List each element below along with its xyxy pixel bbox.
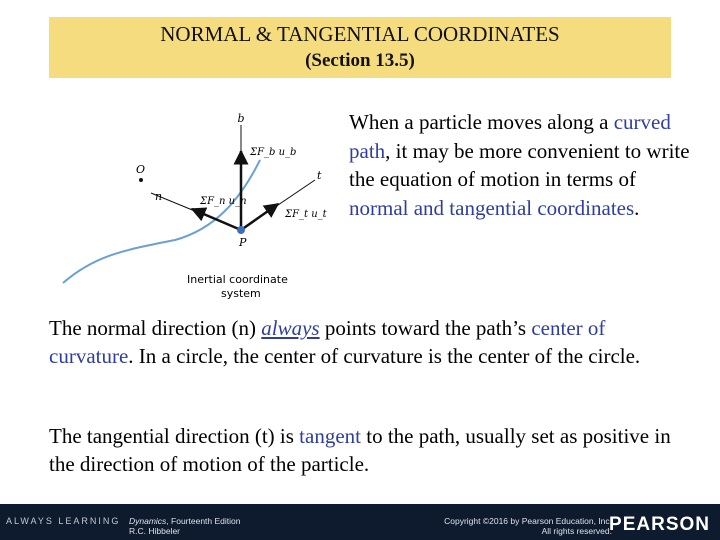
paragraph-text: The tangential direction (t) is — [49, 424, 300, 448]
slide-subtitle: (Section 13.5) — [305, 50, 415, 71]
force-n-arrow — [192, 209, 241, 230]
footer-tagline: ALWAYS LEARNING — [6, 516, 121, 526]
label-force-n: ΣF_n u_n — [200, 196, 247, 207]
figure-caption-line2: system — [221, 287, 261, 300]
force-t-arrow — [241, 204, 278, 230]
intro-text-part: , it may be more convenient to write the equation of motion in terms of — [349, 138, 690, 191]
particle-point — [237, 226, 245, 234]
slide-title: NORMAL & TANGENTIAL COORDINATES — [160, 22, 560, 46]
coordinate-diagram — [55, 105, 345, 305]
intro-text-part: . — [634, 195, 640, 220]
book-author: R.C. Hibbeler — [129, 526, 181, 536]
curved-path — [63, 160, 260, 283]
label-n: n — [155, 190, 163, 203]
paragraph-text: . In a circle, the center of curvature is the center of the circle. — [128, 344, 641, 368]
highlight-tangent: tangent — [299, 424, 361, 448]
label-P: P — [239, 236, 247, 249]
intro-text-part: When a particle moves along a — [349, 110, 614, 134]
label-b: b — [237, 112, 245, 125]
emphasis-always: always — [261, 316, 320, 340]
label-t: t — [317, 169, 322, 182]
intro-text — [349, 108, 699, 222]
label-force-t: ΣF_t u_t — [285, 209, 327, 220]
highlight-center-of-curvature: center of curvature — [49, 316, 606, 368]
title-banner — [49, 17, 671, 78]
normal-direction-paragraph — [49, 314, 679, 370]
pearson-logo: PEARSON — [609, 514, 710, 535]
paragraph-text: The normal direction (n) — [49, 316, 262, 340]
center-point — [139, 178, 143, 182]
footer-copyright — [444, 516, 612, 536]
highlight-curved-path: curved path — [349, 110, 671, 163]
label-O: O — [136, 163, 146, 176]
book-edition: , Fourteenth Edition — [166, 516, 241, 526]
paragraph-text: to the path, usually set as positive in the direction of motion of the particle. — [49, 424, 671, 476]
tangential-direction-paragraph — [49, 422, 679, 478]
paragraph-text: points toward the path’s — [319, 316, 532, 340]
footer-book-info — [129, 516, 241, 536]
highlight-normal-tangential: normal and tangential coordinates — [349, 195, 635, 220]
copyright-line2: All rights reserved. — [541, 526, 612, 536]
book-title: Dynamics — [129, 516, 167, 526]
copyright-line1: Copyright ©2016 by Pearson Education, Inc. — [444, 516, 612, 526]
figure-caption-line1: Inertial coordinate — [187, 273, 288, 286]
footer-bar — [0, 504, 720, 540]
label-force-b: ΣF_b u_b — [250, 147, 297, 158]
